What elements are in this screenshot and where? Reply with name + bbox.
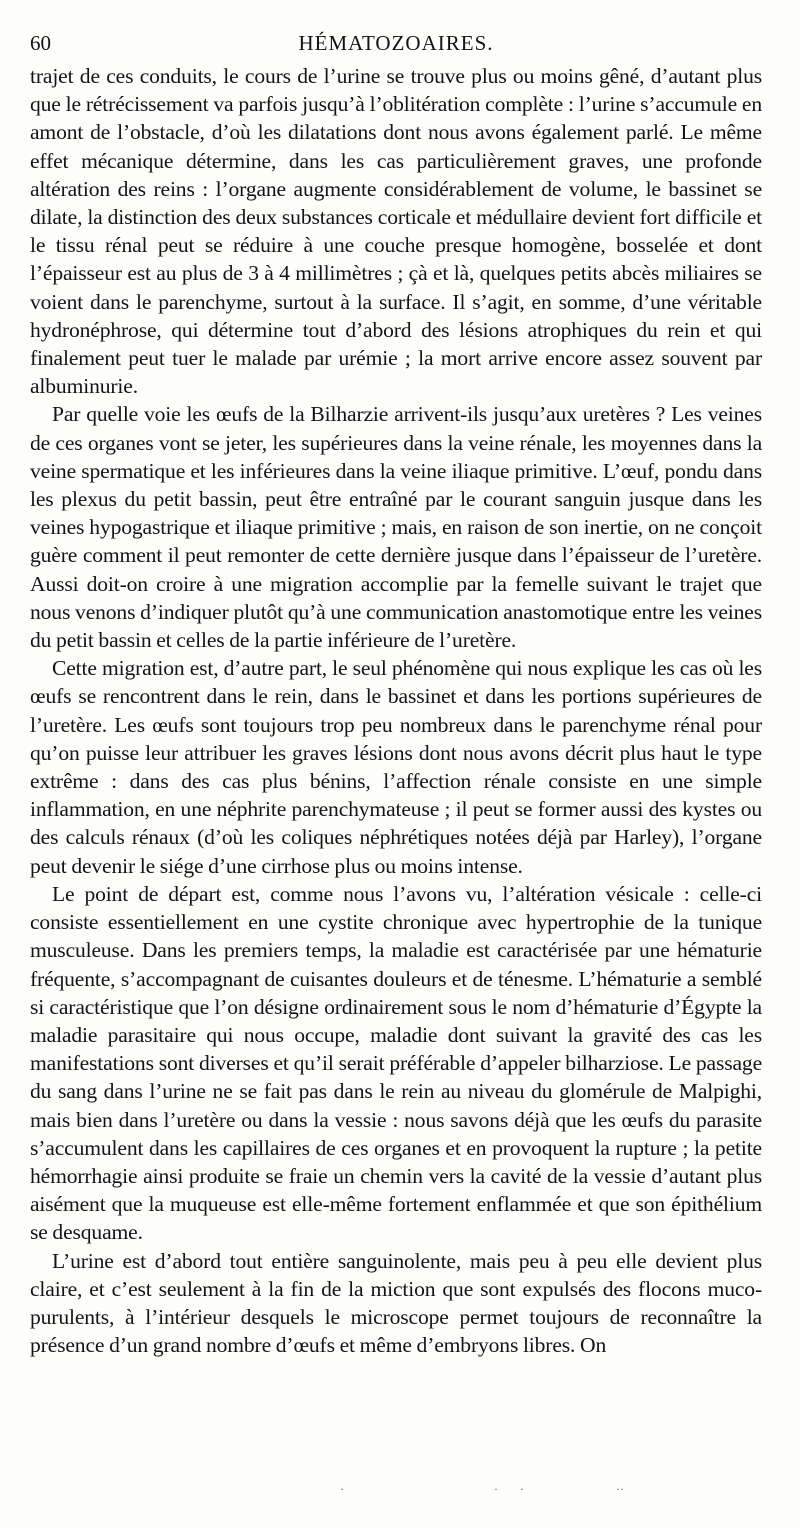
paragraph: Par quelle voie les œufs de la Bilharzie arrivent-ils jusqu’aux uretères ? Les veines de ces organes vont se jeter, les supérieures dans la veine rénale, les moyennes dans la veine spermatique et les inférieures dans la veine iliaque primitive. L’œuf, pondu dans les plexus du petit bassin, peut être entraîné par le courant sanguin jusque dans les veines hypogastrique et iliaque primitive ; mais, en raison de son inertie, on ne conçoit guère comment il peut remonter de cette dernière jusque dans l’épaisseur de l’uretère. Aussi doit-on croire à une migration accomplie par la femelle suivant le trajet que nous venons d’indiquer plutôt qu’à une communication anastomotique entre les veines du petit bassin et celles de la partie inférieure de l’uretère. — [30, 402, 762, 653]
running-title: HÉMATOZOAIRES. — [298, 31, 494, 55]
paragraph: Le point de départ est, comme nous l’avons vu, l’altération vésicale : celle-ci consiste essentiellement en une cystite chronique avec hypertrophie de la tunique musculeuse. Dans les premiers temps, la maladie est caractérisée par une hématurie fréquente, s’accompagnant de cuisantes douleurs et de ténesme. L’hématurie a semblé si caractéristique que l’on désigne ordinairement sous le nom d’hématurie d’Égypte la maladie parasitaire qui nous occupe, maladie dont suivant la gravité des cas les manifestations sont diverses et qu’il serait préférable d’appeler bilharziose. Le passage du sang dans l’urine ne se fait pas dans le rein au niveau du glomérule de Malpighi, mais bien dans l’uretère ou dans la vessie : nous savons déjà que les œufs du parasite s’accumulent dans les capillaires de ces organes et en provoquent la rupture ; la petite hémorrhagie ainsi produite se fraie un chemin vers la cavité de la vessie d’autant plus aisément que la muqueuse est elle-même fortement enflammée et que son épithélium se desquame. — [30, 881, 762, 1245]
body-text — [30, 62, 762, 1359]
paragraph: trajet de ces conduits, le cours de l’urine se trouve plus ou moins gêné, d’autant plus que le rétrécissement va parfois jusqu’à l’oblitération complète : l’urine s’accumule en amont de l’obstacle, d’où les dilatations dont nous avons également parlé. Le même effet mécanique détermine, dans les cas particulièrement graves, une profonde altération des reins : l’organe augmente considérablement de volume, le bassinet se dilate, la distinction des deux substances corticale et médullaire devient fort difficile et le tissu rénal peut se réduire à une couche presque homogène, bosselée et dont l’épaisseur est au plus de 3 à 4 millimètres ; çà et là, quelques petits abcès miliaires se voient dans le parenchyme, surtout à la surface. Il s’agit, en somme, d’une véritable hydronéphrose, qui détermine tout d’abord des lésions atrophiques du rein et qui finalement peut tuer le malade par urémie ; la mort arrive encore assez souvent par albuminurie. — [30, 64, 762, 399]
page-number: 60 — [30, 31, 51, 55]
footer-mark: · — [340, 1482, 344, 1496]
footer-mark: · — [494, 1482, 498, 1496]
footer-mark: · — [520, 1482, 524, 1496]
paragraph: L’urine est d’abord tout entière sanguinolente, mais peu à peu elle devient plus claire, et c’est seulement à la fin de la miction que sont expulsés des flocons muco-purulents, à l’intérieur desquels le microscope permet toujours de reconnaître la présence d’un grand nombre d’œufs et même d’embryons libres. On — [30, 1248, 762, 1358]
paragraph: Cette migration est, d’autre part, le seul phénomène qui nous explique les cas où les œufs se rencontrent dans le rein, dans le bassinet et dans les portions supérieures de l’uretère. Les œufs sont toujours trop peu nombreux dans le parenchyme rénal pour qu’on puisse leur attribuer les graves lésions dont nous avons décrit plus haut le type extrême : dans des cas plus bénins, l’affection rénale consiste en une simple inflammation, en une néphrite parenchymateuse ; il peut se former aussi des kystes ou des calculs rénaux (d’où les coliques néphrétiques notées déjà par Harley), l’organe peut devenir le siége d’une cirrhose plus ou moins intense. — [30, 656, 762, 878]
page-header — [30, 28, 762, 58]
footer-mark: ·· — [616, 1482, 624, 1496]
footer-marks — [0, 1482, 800, 1498]
